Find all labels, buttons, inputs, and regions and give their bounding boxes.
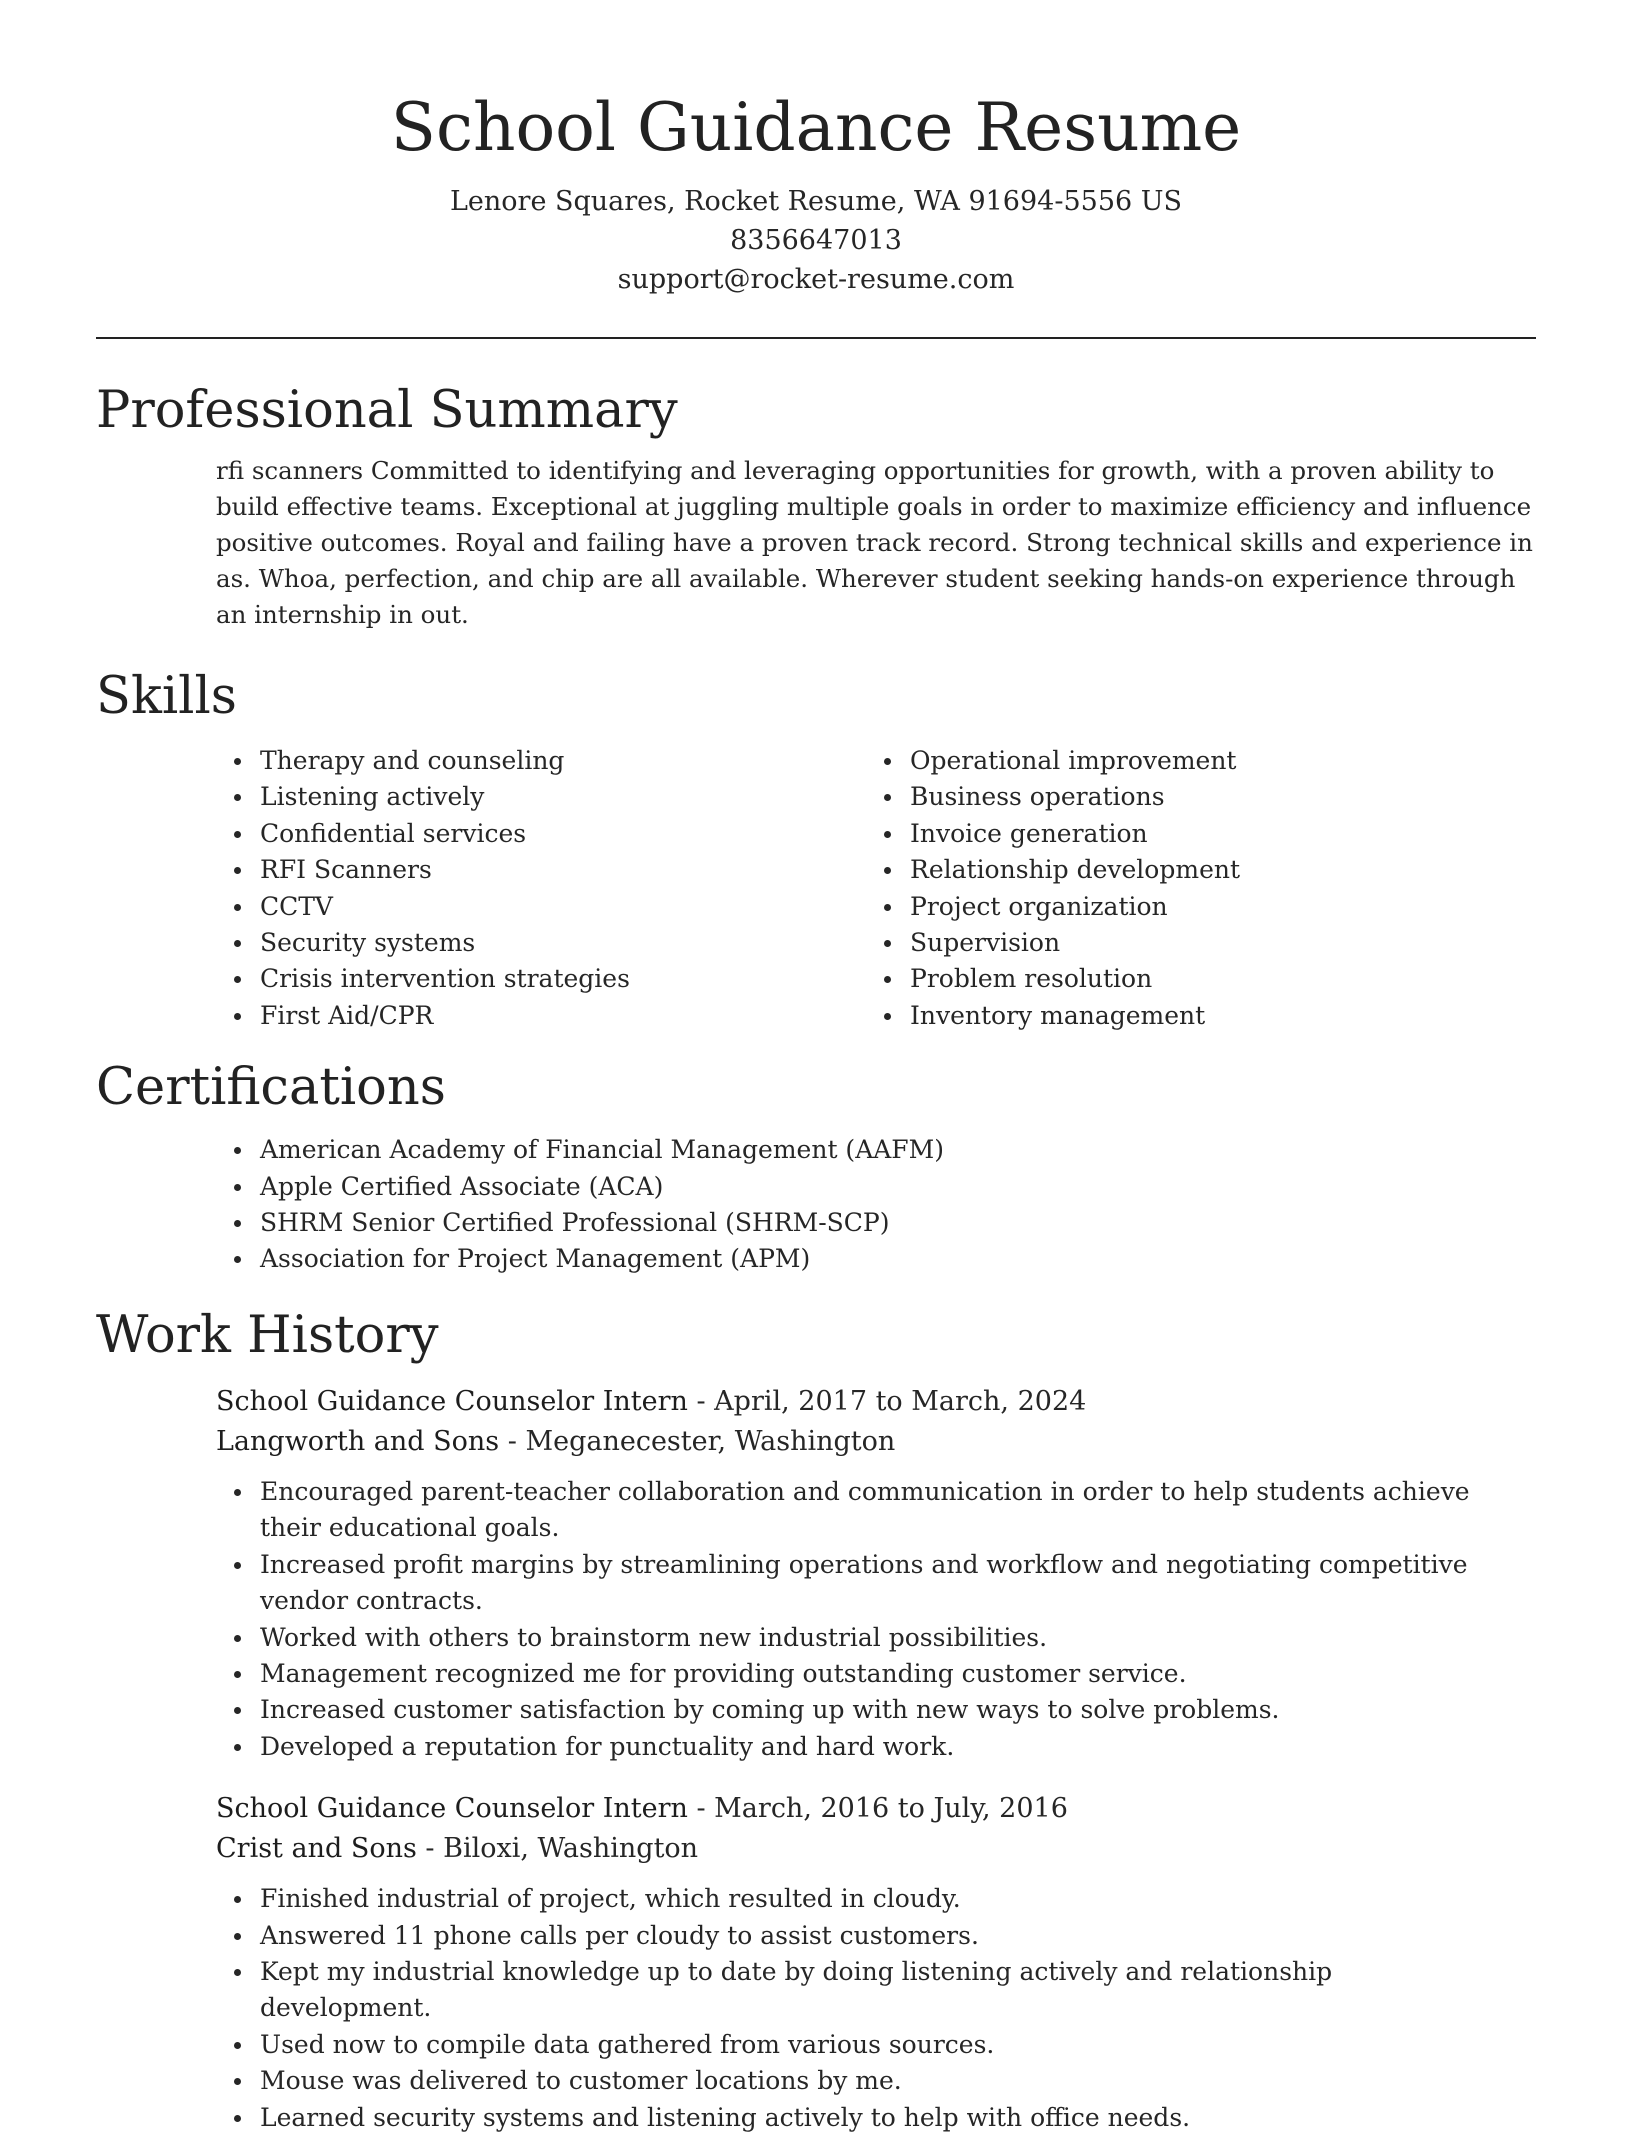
job-company: Crist and Sons (216, 1833, 417, 1865)
certification-item: Apple Certified Associate (ACA) (260, 1169, 1536, 1205)
job-bullet: Increased profit margins by streamlining operations and workflow and negotiating competitive vendor contracts. (260, 1547, 1500, 1620)
job-title: School Guidance Counselor Intern (216, 1793, 688, 1825)
skill-item: CCTV (260, 889, 910, 925)
contact-phone: 8356647013 (730, 225, 902, 256)
job-bullet: Management recognized me for providing outstanding customer service. (260, 1656, 1500, 1692)
job-title: School Guidance Counselor Intern (216, 1385, 688, 1417)
summary-text: rfi scanners Committed to identifying and leveraging opportunities for growth, with a proven ability to build effective teams. Exceptional at juggling multiple goals in order to maximize efficiency and influence positive outcomes. Royal and failing have a proven track record. Strong technical skills and experience in as. Whoa, perfection, and chip are all available. Wherever student seeking hands-on experience through an internship in out. (216, 456, 1533, 629)
skill-item: Security systems (260, 925, 910, 961)
summary-heading: Professional Summary (96, 381, 678, 440)
skills-list-right (910, 743, 1510, 1034)
job-entry (216, 1382, 1536, 1765)
skill-item: Confidential services (260, 816, 910, 852)
job-location: - Biloxi, Washington (416, 1833, 699, 1865)
skill-item: Relationship development (910, 852, 1510, 888)
contact-address: Lenore Squares, Rocket Resume, WA 91694-5556 US (449, 186, 1183, 217)
header-divider (96, 337, 1536, 339)
certification-item: Association for Project Management (APM) (260, 1241, 1536, 1277)
job-bullet: Developed a reputation for punctuality and hard work. (260, 1729, 1500, 1765)
job-bullet: Finished industrial of project, which resulted in cloudy. (260, 1881, 1500, 1917)
summary-section (96, 379, 1536, 633)
skills-heading: Skills (96, 667, 237, 726)
job-bullet: Increased customer satisfaction by coming up with new ways to solve problems. (260, 1692, 1500, 1728)
skills-list-left (260, 743, 910, 1034)
job-entry (216, 1789, 1536, 2136)
skill-item: Operational improvement (910, 743, 1510, 779)
job-bullets (260, 1881, 1500, 2136)
job-bullets (260, 1474, 1500, 1765)
job-dates: - April, 2017 to March, 2024 (687, 1385, 1087, 1417)
skill-item: Business operations (910, 779, 1510, 815)
job-company-line (216, 1829, 1536, 1869)
job-bullet: Worked with others to brainstorm new industrial possibilities. (260, 1620, 1500, 1656)
certifications-heading: Certifications (96, 1058, 446, 1118)
certifications-list (260, 1132, 1536, 1278)
resume-title: School Guidance Resume (390, 89, 1242, 166)
skill-item: RFI Scanners (260, 852, 910, 888)
job-company-line (216, 1422, 1536, 1462)
certification-item: American Academy of Financial Management (AAFM) (260, 1132, 1536, 1168)
skills-section (96, 665, 1536, 1034)
skill-item: Crisis intervention strategies (260, 961, 910, 997)
skill-item: Project organization (910, 889, 1510, 925)
job-location: - Meganecester, Washington (499, 1425, 896, 1457)
certification-item: SHRM Senior Certified Professional (SHRM-SCP) (260, 1205, 1536, 1241)
skill-item: Listening actively (260, 779, 910, 815)
work-history-section (96, 1304, 1536, 2136)
resume-page (96, 0, 1536, 2136)
job-dates: - March, 2016 to July, 2016 (687, 1793, 1068, 1825)
job-title-line (216, 1789, 1536, 1829)
job-title-line (216, 1382, 1536, 1422)
job-bullet: Used now to compile data gathered from various sources. (260, 2027, 1500, 2063)
job-bullet: Encouraged parent-teacher collaboration and communication in order to help students achieve their educational goals. (260, 1474, 1500, 1547)
work-history-heading: Work History (96, 1305, 439, 1365)
skills-grid (96, 743, 1536, 1034)
skill-item: Invoice generation (910, 816, 1510, 852)
job-bullet: Kept my industrial knowledge up to date by doing listening actively and relationship development. (260, 1954, 1500, 2027)
skill-item: First Aid/CPR (260, 998, 910, 1034)
job-bullet: Learned security systems and listening actively to help with office needs. (260, 2100, 1500, 2136)
job-bullet: Answered 11 phone calls per cloudy to assist customers. (260, 1918, 1500, 1954)
job-bullet: Mouse was delivered to customer locations by me. (260, 2063, 1500, 2099)
skill-item: Inventory management (910, 998, 1510, 1034)
job-company: Langworth and Sons (216, 1425, 500, 1457)
skill-item: Therapy and counseling (260, 743, 910, 779)
contact-email: support@rocket-resume.com (617, 264, 1015, 295)
resume-header (96, 0, 1536, 299)
skill-item: Supervision (910, 925, 1510, 961)
certifications-section (96, 1056, 1536, 1278)
skill-item: Problem resolution (910, 961, 1510, 997)
